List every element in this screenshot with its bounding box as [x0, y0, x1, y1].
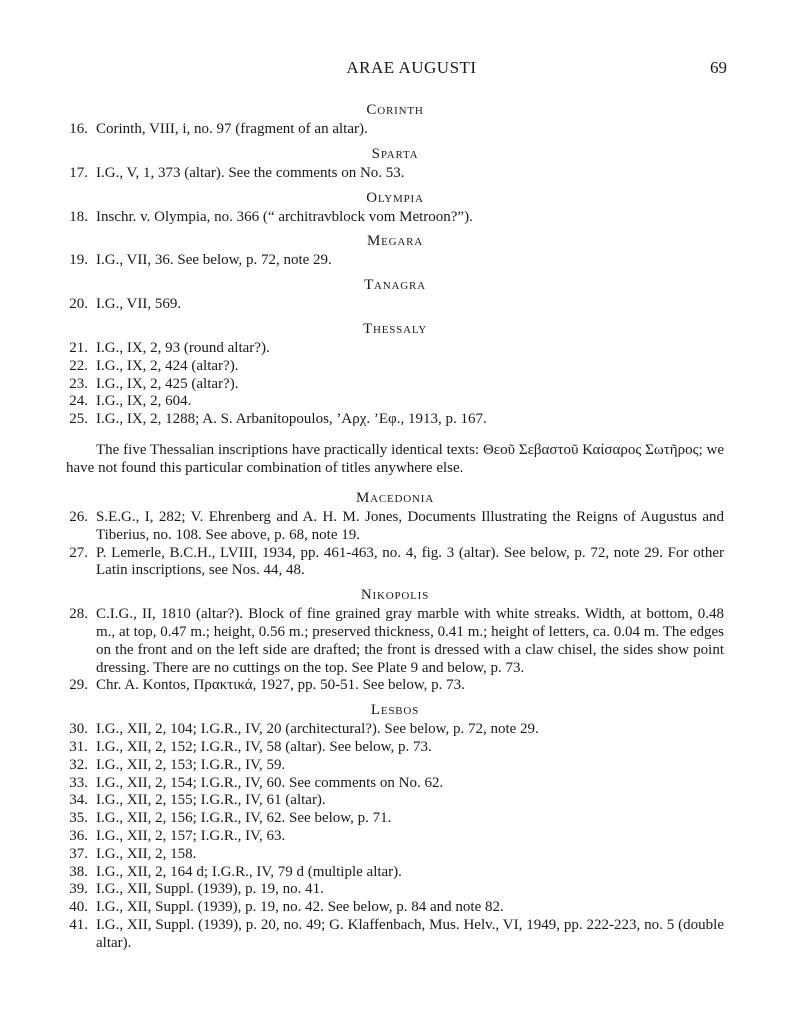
entry-33 — [66, 775, 724, 793]
section-heading-nikopolis: Nikopolis — [360, 587, 430, 604]
running-title: ARAE AUGUSTI — [346, 58, 477, 77]
section-heading-thessaly: Thessaly — [363, 320, 427, 337]
entry-number: 19. — [69, 252, 88, 269]
entry-text: C.I.G., II, 1810 (altar?). Block of fine grained gray marble with white streaks. Width, at bottom, 0.48 m., at top, 0.47 m.; height, 0.56 m.; preserved thickness, 0.41 m.; height of letters, ca. 0.04 m. The edges on the front and on the left side are drafted; the front is dressed with a claw chisel, the sides show point dressing. There are no cuttings on the top. See Plate 9 and below, p. 73. — [96, 606, 724, 676]
entry-text: I.G., XII, 2, 164 d; I.G.R., IV, 79 d (multiple altar). — [96, 863, 402, 880]
entry-18 — [66, 209, 724, 227]
entry-text: I.G., VII, 569. — [96, 296, 182, 313]
entry-number: 41. — [69, 916, 88, 933]
entry-number: 18. — [69, 208, 88, 225]
entry-number: 28. — [69, 606, 88, 623]
entry-number: 16. — [69, 121, 88, 137]
entry-number: 38. — [69, 863, 88, 880]
entry-number: 25. — [69, 411, 88, 428]
entry-28 — [66, 606, 724, 677]
entry-22 — [66, 358, 724, 376]
entry-text: I.G., XII, 2, 155; I.G.R., IV, 61 (altar). — [96, 792, 326, 809]
entry-number: 24. — [69, 393, 88, 410]
entry-26 — [66, 509, 724, 545]
entry-text: I.G., XII, 2, 153; I.G.R., IV, 59. — [96, 756, 286, 773]
entry-number: 40. — [69, 899, 88, 916]
entry-27 — [66, 545, 724, 581]
entry-text: I.G., XII, 2, 157; I.G.R., IV, 63. — [96, 827, 286, 844]
entry-35 — [66, 810, 724, 828]
section-heading-tanagra: Tanagra — [364, 277, 426, 294]
entry-number: 33. — [69, 774, 88, 791]
entry-number: 29. — [69, 677, 88, 694]
section-heading-megara: Megara — [366, 233, 424, 250]
entry-30 — [66, 721, 724, 739]
entry-21 — [66, 340, 724, 358]
entry-text: I.G., VII, 36. See below, p. 72, note 29. — [96, 252, 332, 269]
entry-number: 21. — [69, 339, 88, 356]
entry-text: I.G., XII, 2, 156; I.G.R., IV, 62. See below, p. 71. — [96, 810, 392, 827]
entry-25 — [66, 411, 724, 429]
entry-number: 36. — [69, 827, 88, 844]
entry-39 — [66, 881, 724, 899]
entry-text: I.G., XII, 2, 158. — [96, 845, 197, 862]
entry-text: I.G., XII, Suppl. (1939), p. 19, no. 42. See below, p. 84 and note 82. — [96, 899, 504, 916]
entry-text: I.G., IX, 2, 425 (altar?). — [96, 375, 239, 392]
entry-number: 20. — [69, 296, 88, 313]
entry-34 — [66, 792, 724, 810]
entry-number: 32. — [69, 756, 88, 773]
entry-number: 23. — [69, 375, 88, 392]
page-body — [66, 95, 724, 953]
entry-number: 22. — [69, 357, 88, 374]
entry-text: Corinth, VIII, i, no. 97 (fragment of an altar). — [96, 121, 368, 137]
entry-number: 31. — [69, 738, 88, 755]
entry-text: Inschr. v. Olympia, no. 366 (“ architravblock vom Metroon?”). — [96, 208, 473, 225]
thessaly-note-paragraph: The five Thessalian inscriptions have practically identical texts: Θεοῦ Σεβαστοῦ Καίσαρος Σωτῆρος; we have not found this particular combination of titles anywhere else. — [66, 441, 724, 477]
entry-text: I.G., XII, 2, 104; I.G.R., IV, 20 (architectural?). See below, p. 72, note 29. — [96, 721, 539, 738]
entry-38 — [66, 864, 724, 882]
page-number: 69 — [710, 58, 727, 77]
entry-number: 17. — [69, 164, 88, 181]
entry-number: 27. — [69, 544, 88, 561]
entry-number: 34. — [69, 792, 88, 809]
entry-20 — [66, 296, 724, 314]
entry-text: S.E.G., I, 282; V. Ehrenberg and A. H. M. Jones, Documents Illustrating the Reigns of Augustus and Tiberius, no. 108. See above, p. 68, note 19. — [96, 508, 724, 543]
entry-text: I.G., XII, Suppl. (1939), p. 19, no. 41. — [96, 881, 324, 898]
entry-text: I.G., XII, Suppl. (1939), p. 20, no. 49; G. Klaffenbach, Mus. Helv., VI, 1949, pp. 222-223, no. 5 (double altar). — [96, 916, 724, 951]
entry-number: 39. — [69, 881, 88, 898]
entry-text: I.G., IX, 2, 93 (round altar?). — [96, 339, 270, 356]
entry-text: I.G., XII, 2, 152; I.G.R., IV, 58 (altar). See below, p. 73. — [96, 738, 432, 755]
entry-number: 37. — [69, 845, 88, 862]
entry-text: I.G., XII, 2, 154; I.G.R., IV, 60. See comments on No. 62. — [96, 774, 444, 791]
entry-32 — [66, 757, 724, 775]
entry-number: 35. — [69, 810, 88, 827]
section-heading-corinth: Corinth — [366, 102, 424, 118]
entry-19 — [66, 252, 724, 270]
section-heading-lesbos: Lesbos — [370, 702, 420, 719]
section-heading-olympia: Olympia — [366, 189, 424, 206]
page-header — [96, 58, 727, 82]
entry-37 — [66, 846, 724, 864]
entry-16 — [66, 121, 724, 139]
entry-23 — [66, 376, 724, 394]
section-heading-sparta: Sparta — [371, 145, 419, 162]
entry-number: 30. — [69, 721, 88, 738]
entry-29 — [66, 677, 724, 695]
section-heading-macedonia: Macedonia — [356, 489, 434, 506]
entry-number: 26. — [69, 508, 88, 525]
entry-41 — [66, 917, 724, 953]
entry-text: Chr. A. Kontos, Πρακτικά, 1927, pp. 50-51. See below, p. 73. — [96, 677, 465, 694]
entry-text: I.G., V, 1, 373 (altar). See the comments on No. 53. — [96, 164, 405, 181]
entry-17 — [66, 165, 724, 183]
entry-text: I.G., IX, 2, 1288; A. S. Arbanitopoulos, ’Αρχ. ’Εφ., 1913, p. 167. — [96, 411, 487, 428]
entry-40 — [66, 899, 724, 917]
entry-36 — [66, 828, 724, 846]
entry-text: I.G., IX, 2, 604. — [96, 393, 192, 410]
entry-24 — [66, 393, 724, 411]
entry-31 — [66, 739, 724, 757]
entry-text: I.G., IX, 2, 424 (altar?). — [96, 357, 239, 374]
entry-text: P. Lemerle, B.C.H., LVIII, 1934, pp. 461-463, no. 4, fig. 3 (altar). See below, p. 72, note 29. For other Latin inscriptions, see Nos. 44, 48. — [96, 544, 724, 579]
